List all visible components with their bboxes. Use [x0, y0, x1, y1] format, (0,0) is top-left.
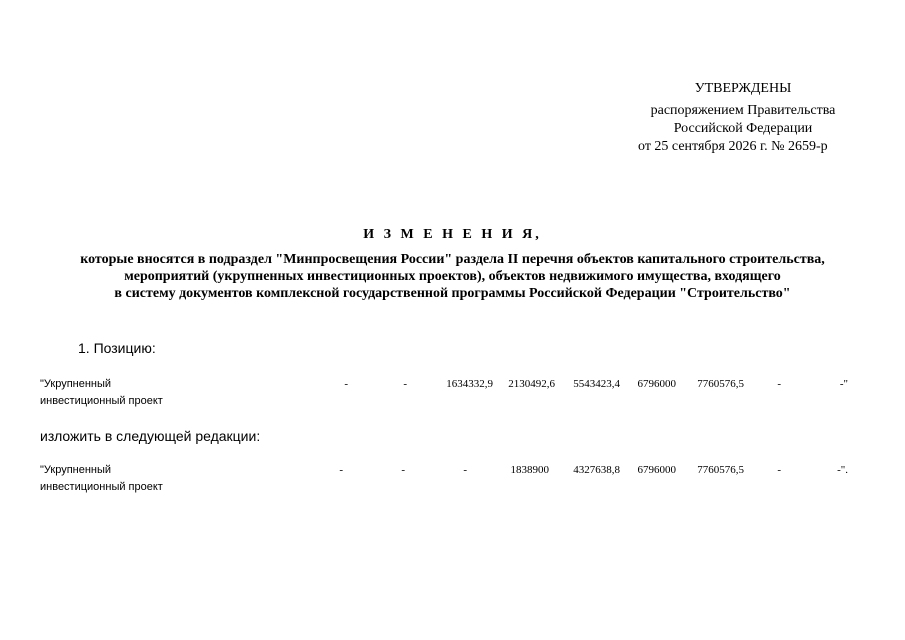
table-cell: -: [777, 378, 781, 390]
table-cell: -: [344, 378, 348, 390]
row-name-line-1: "Укрупненный: [40, 378, 112, 390]
approval-line-3: от 25 сентября 2026 г. № 2659-р: [638, 139, 828, 154]
table-cell: 7760576,5: [697, 378, 744, 390]
row-name: [40, 376, 163, 410]
document-title: [0, 226, 905, 302]
title-heading: И З М Е Н Е Н И Я,: [363, 227, 542, 242]
table-cell: 1634332,9: [446, 378, 493, 390]
row-name-line-1: "Укрупненный: [40, 464, 112, 476]
approval-line-2: Российской Федерации: [673, 121, 813, 136]
title-line-2: мероприятий (укрупненных инвестиционных проектов), объектов недвижимого имущества, входящего: [124, 269, 781, 284]
position-label: 1. Позицию:: [78, 340, 156, 356]
table-cell: 7760576,5: [697, 464, 744, 476]
title-line-1: которые вносятся в подраздел "Минпросвещения России" раздела II перечня объектов капитального строительства,: [80, 252, 825, 267]
row-name: [40, 462, 163, 496]
table-cell: 4327638,8: [573, 464, 620, 476]
table-cell: -: [403, 378, 407, 390]
title-line-3: в систему документов комплексной государственной программы Российской Федерации "Строительство": [114, 286, 791, 301]
table-cell: -: [401, 464, 405, 476]
row-name-line-2: инвестиционный проект: [40, 395, 163, 407]
approval-block: [560, 80, 905, 156]
table-cell: 2130492,6: [508, 378, 555, 390]
table-cell: 1838900: [510, 464, 549, 476]
table-cell: -".: [837, 464, 848, 476]
row-name-line-2: инвестиционный проект: [40, 481, 163, 493]
table-cell: 6796000: [637, 464, 676, 476]
redaction-label: изложить в следующей редакции:: [40, 428, 261, 444]
approval-heading: УТВЕРЖДЕНЫ: [694, 81, 792, 96]
table-cell: 5543423,4: [573, 378, 620, 390]
table-cell: -: [463, 464, 467, 476]
table-cell: -": [839, 378, 848, 390]
table-row: [0, 462, 905, 498]
table-cell: 6796000: [637, 378, 676, 390]
approval-line-1: распоряжением Правительства: [650, 103, 836, 118]
table-cell: -: [339, 464, 343, 476]
table-row: [0, 376, 905, 412]
table-cell: -: [777, 464, 781, 476]
